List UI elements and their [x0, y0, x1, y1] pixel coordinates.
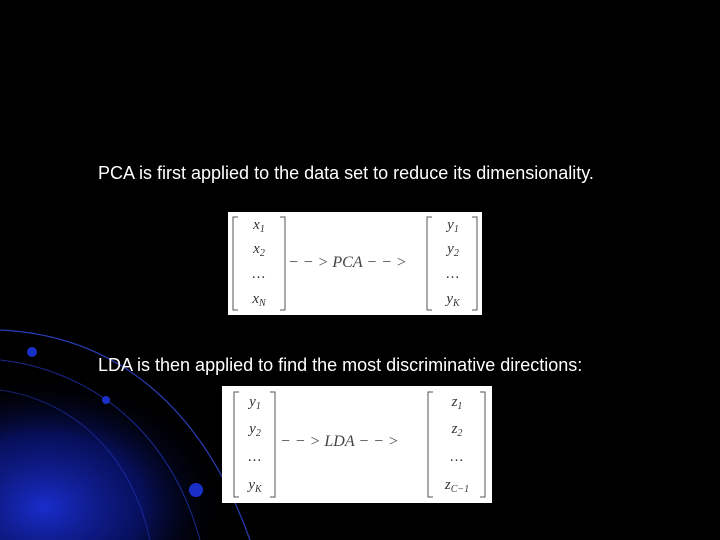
- vector-element: $y_2$: [249, 421, 261, 439]
- lda-arrow-label: − − > LDA − − >: [280, 433, 399, 450]
- vector-ellipsis: ...: [247, 449, 263, 465]
- pca-output-vector: [430, 212, 476, 315]
- pca-caption: PCA is first applied to the data set to reduce its dimensionality.: [98, 163, 594, 183]
- vector-element: $x_2$: [253, 241, 265, 259]
- vector-element: $y_K$: [446, 291, 460, 309]
- pca-equation-figure: [228, 212, 482, 315]
- vector-ellipsis: ...: [251, 266, 267, 282]
- lda-output-vector: [430, 386, 484, 503]
- vector-element: $y_1$: [249, 394, 261, 412]
- vector-element: $y_K$: [248, 477, 262, 495]
- lda-caption: LDA is then applied to find the most discriminative directions:: [98, 355, 583, 375]
- vector-element: $z_{C-1}$: [444, 477, 470, 495]
- vector-ellipsis: ...: [449, 449, 465, 465]
- vector-ellipsis: ...: [445, 266, 461, 282]
- lda-input-vector: [236, 386, 274, 503]
- pca-input-vector: [236, 212, 282, 315]
- vector-element: $z_2$: [451, 421, 463, 439]
- pca-arrow-label: − − > PCA − − >: [288, 254, 407, 271]
- vector-element: $y_1$: [447, 217, 459, 235]
- vector-element: $z_1$: [451, 394, 463, 412]
- vector-element: $x_N$: [252, 291, 266, 309]
- vector-element: $y_2$: [447, 241, 459, 259]
- vector-element: $x_1$: [253, 217, 265, 235]
- lda-equation-figure: [222, 386, 492, 503]
